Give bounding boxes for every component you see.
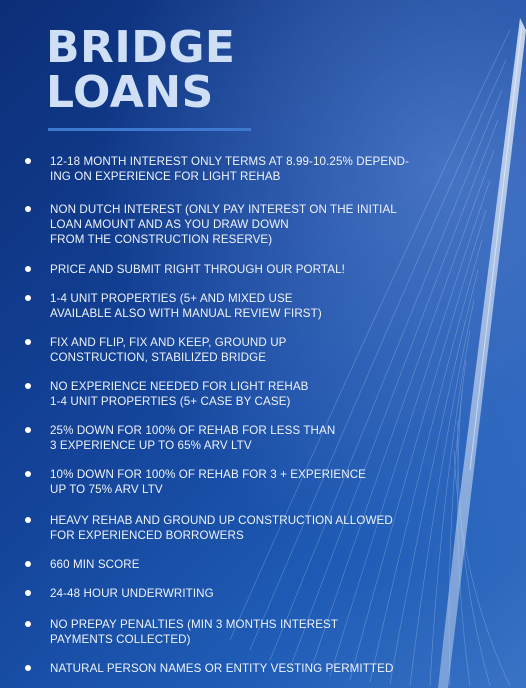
list-item (24, 335, 444, 365)
list-item-text: PRICE AND SUBMIT RIGHT THROUGH OUR PORTAL! (50, 263, 345, 276)
list-item-text: HEAVY REHAB AND GROUND UP CONSTRUCTION ALLOWED FOR EXPERIENCED BORROWERS (50, 514, 393, 542)
list-item (24, 202, 444, 247)
bullet-dot-icon (25, 383, 31, 389)
list-item (24, 513, 444, 543)
list-item-text: 25% DOWN FOR 100% OF REHAB FOR LESS THAN 3 EXPERIENCE UP TO 65% ARV LTV (50, 424, 336, 452)
bullet-dot-icon (25, 206, 31, 212)
list-item-text: 1-4 UNIT PROPERTIES (5+ AND MIXED USE AVAILABLE ALSO WITH MANUAL REVIEW FIRST) (50, 292, 322, 320)
bullet-dot-icon (25, 295, 31, 301)
bullet-dot-icon (25, 621, 31, 627)
bullet-dot-icon (25, 561, 31, 567)
bullet-dot-icon (25, 427, 31, 433)
list-item (24, 379, 444, 409)
bullet-dot-icon (25, 339, 31, 345)
list-item (24, 467, 444, 497)
list-item-text: 24-48 HOUR UNDERWRITING (50, 587, 214, 600)
title-line-2: LOANS (46, 67, 214, 118)
list-item-text: 10% DOWN FOR 100% OF REHAB FOR 3 + EXPERIENCE UP TO 75% ARV LTV (50, 468, 366, 496)
bullet-dot-icon (25, 266, 31, 272)
list-item-text: NATURAL PERSON NAMES OR ENTITY VESTING PERMITTED (50, 662, 394, 675)
list-item-text: NO PREPAY PENALTIES (MIN 3 MONTHS INTEREST PAYMENTS COLLECTED) (50, 618, 339, 646)
list-item-text: FIX AND FLIP, FIX AND KEEP, GROUND UP CONSTRUCTION, STABILIZED BRIDGE (50, 336, 287, 364)
title-line-1: BRIDGE (46, 22, 236, 73)
list-item (24, 423, 444, 453)
list-item-text: 12-18 MONTH INTEREST ONLY TERMS AT 8.99-10.25% DEPEND- ING ON EXPERIENCE FOR LIGHT REHAB (50, 155, 410, 183)
list-item (24, 154, 444, 184)
bullet-dot-icon (25, 158, 31, 164)
list-item-text: NON DUTCH INTEREST (ONLY PAY INTEREST ON THE INITIAL LOAN AMOUNT AND AS YOU DRAW DOWN FROM THE CONSTRUCTION RESERVE) (50, 203, 397, 246)
list-item (24, 586, 444, 601)
list-item (24, 291, 444, 321)
list-item (24, 262, 444, 277)
page-title (46, 22, 236, 118)
title-underline (48, 128, 251, 131)
list-item (24, 661, 444, 676)
bullet-dot-icon (25, 590, 31, 596)
list-item (24, 617, 444, 647)
list-item-text: NO EXPERIENCE NEEDED FOR LIGHT REHAB 1-4 UNIT PROPERTIES (5+ CASE BY CASE) (50, 380, 309, 408)
bullet-dot-icon (25, 471, 31, 477)
list-item-text: 660 MIN SCORE (50, 558, 140, 571)
bullet-dot-icon (25, 517, 31, 523)
bullet-dot-icon (25, 665, 31, 671)
list-item (24, 557, 444, 572)
